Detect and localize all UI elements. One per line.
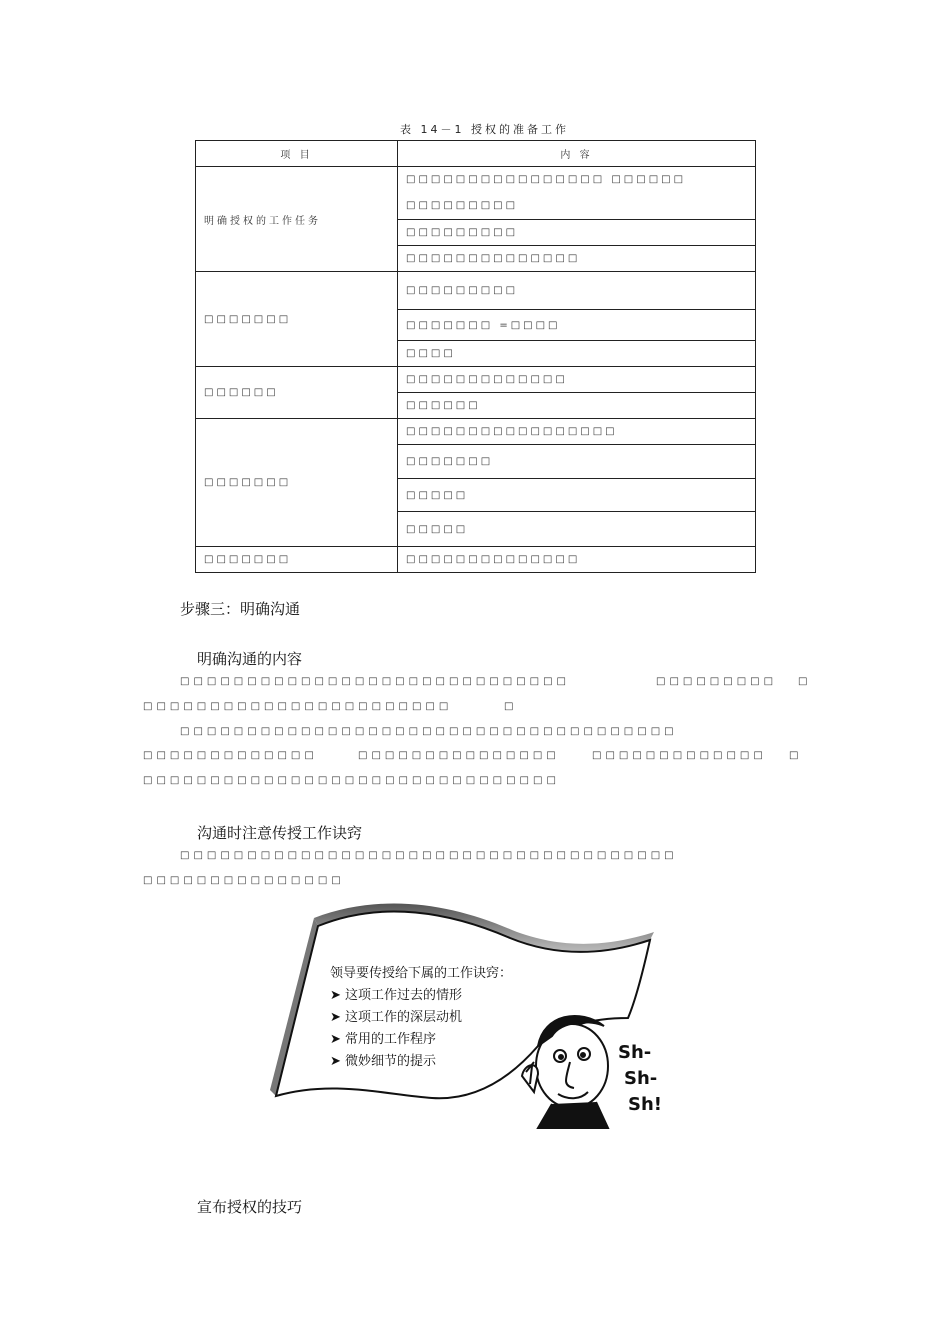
flag-title: 领导要传授给下属的工作诀窍：: [330, 966, 513, 981]
flag-illustration: [262, 896, 682, 1136]
table-cell-item: □□□□□□: [196, 367, 398, 419]
table-cell: □□□□□□□ =□□□□: [398, 310, 756, 341]
paragraph-line: □□□□□□□□□□□□□: [143, 750, 318, 761]
table-row: [196, 419, 756, 445]
arrow-bullet-icon: ➤: [330, 988, 346, 1003]
paragraph-line: □□□□□□□□□□□□□□□: [358, 750, 560, 761]
paragraph-line: □□□□□□□□□□□□□□□□□□□□□□□□□□□□□□□□□□□□□: [180, 850, 678, 861]
table-cell: □□□□□□□□□□□□□□: [398, 246, 756, 272]
table-row: [196, 167, 756, 220]
paragraph-line: □□□□□□□□□□□□□□□□□□□□□□□□□□□□□: [180, 676, 570, 687]
table-cell: □□□□□□□□□□□□□□□□□: [398, 419, 756, 445]
paragraph-line: □: [798, 676, 812, 687]
table-cell: □□□□□□□□□□□□□: [398, 367, 756, 393]
paragraph-line: □□□□□□□□□: [656, 676, 778, 687]
table-cell: □□□□□: [398, 479, 756, 512]
header-item: 项 目: [196, 141, 398, 167]
flag-list-item: ➤ 常用的工作程序: [330, 1032, 437, 1047]
table-cell-item: 明确授权的工作任务: [196, 167, 398, 272]
flag-list-item: ➤ 微妙细节的提示: [330, 1054, 437, 1069]
table-caption: 表 14－1 授权的准备工作: [400, 123, 569, 136]
section-title: 明确沟通的内容: [197, 650, 303, 668]
flag-list-item: ➤ 这项工作的深层动机: [330, 1010, 463, 1025]
table-cell: [398, 167, 756, 220]
paragraph-line: □□□□□□□□□□□□□□□□□□□□□□□□□□□□□□□: [143, 775, 560, 786]
table-cell: □□□□□□□: [398, 445, 756, 479]
shout-text: Sh-: [618, 1042, 652, 1063]
table-header-row: [196, 141, 756, 167]
table-row: [196, 272, 756, 310]
arrow-bullet-icon: ➤: [330, 1032, 346, 1047]
cell-text: □□□□□□□□□: [406, 200, 519, 211]
table-row: [196, 547, 756, 573]
paragraph-line: □: [504, 701, 518, 712]
paragraph-line: □□□□□□□□□□□□□□□: [143, 875, 345, 886]
cell-text: □□□□□□□□□□□□□□□□ □□□□□□: [406, 174, 687, 185]
table-cell-item: □□□□□□□: [196, 419, 398, 547]
section-title: 宣布授权的技巧: [197, 1198, 303, 1216]
shout-text: Sh-: [624, 1068, 658, 1089]
table-cell: □□□□□□: [398, 393, 756, 419]
paragraph-line: □□□□□□□□□□□□□: [592, 750, 767, 761]
section-title: 沟通时注意传授工作诀窍: [197, 824, 363, 842]
table-cell-item: □□□□□□□: [196, 272, 398, 367]
paragraph-line: □□□□□□□□□□□□□□□□□□□□□□□: [143, 701, 453, 712]
table-cell-item: □□□□□□□: [196, 547, 398, 573]
arrow-bullet-icon: ➤: [330, 1054, 346, 1069]
paragraph-line: □□□□□□□□□□□□□□□□□□□□□□□□□□□□□□□□□□□□□: [180, 726, 678, 737]
table-row: [196, 367, 756, 393]
paragraph-line: □: [789, 750, 803, 761]
table-cell: □□□□□□□□□□□□□□: [398, 547, 756, 573]
table-cell: □□□□□□□□□: [398, 272, 756, 310]
shout-text: Sh!: [628, 1094, 662, 1115]
step-heading: 步骤三：明确沟通: [180, 600, 301, 618]
table-cell: □□□□□□□□□: [398, 220, 756, 246]
flag-list-item: ➤ 这项工作过去的情形: [330, 988, 463, 1003]
table-cell: □□□□: [398, 341, 756, 367]
preparation-table: [195, 140, 756, 573]
table-cell: □□□□□: [398, 512, 756, 547]
arrow-bullet-icon: ➤: [330, 1010, 346, 1025]
header-content: 内 容: [398, 141, 756, 167]
